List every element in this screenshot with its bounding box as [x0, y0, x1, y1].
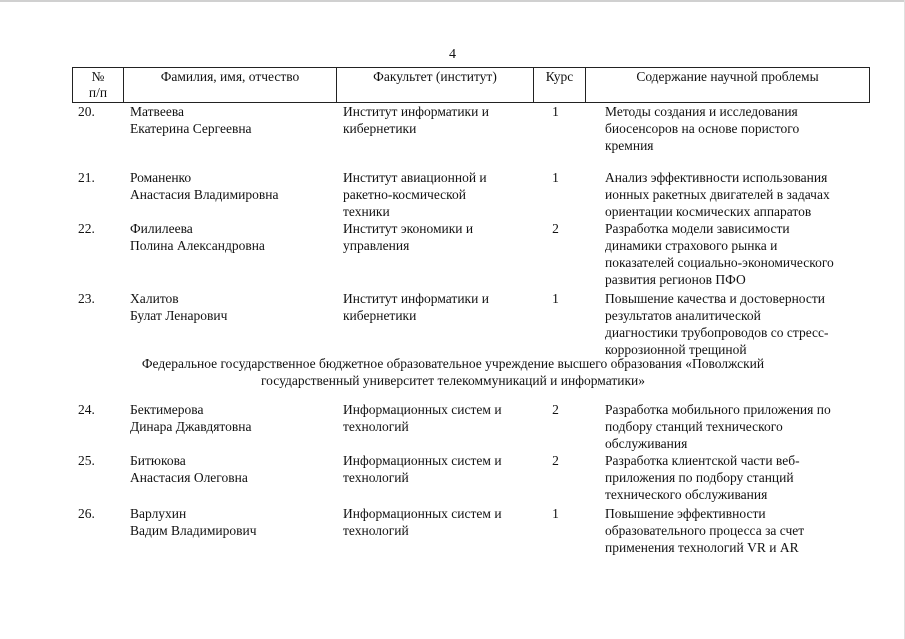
table-body-top [72, 103, 882, 358]
cell-name: Матвеева Екатерина Сергеевна [130, 104, 252, 136]
cell-name: Халитов Булат Ленарович [130, 291, 228, 323]
cell-num: 23. [78, 291, 95, 306]
cell-course: 1 [552, 104, 559, 119]
cell-name: Варлухин Вадим Владимирович [130, 506, 257, 538]
organization-title [72, 355, 834, 389]
cell-problem: Повышение эффективности образовательного процесса за счет применения технологий VR и AR [605, 506, 805, 555]
cell-num: 24. [78, 402, 95, 417]
cell-course: 1 [552, 170, 559, 185]
cell-num: 26. [78, 506, 95, 521]
cell-course: 1 [552, 291, 559, 306]
header-faculty: Факультет (институт) [337, 68, 534, 103]
cell-faculty: Институт информатики и кибернетики [343, 104, 489, 136]
table-row [72, 452, 882, 505]
students-table-top [72, 67, 834, 358]
cell-num: 20. [78, 104, 95, 119]
table-header [72, 67, 870, 103]
cell-problem: Разработка мобильного приложения по подбору станций технического обслуживания [605, 402, 831, 451]
cell-faculty: Информационных систем и технологий [343, 402, 502, 434]
cell-problem: Повышение качества и достоверности результатов аналитической диагностики трубопроводов со стресс- коррозионной трещиной [605, 291, 829, 357]
cell-course: 1 [552, 506, 559, 521]
cell-faculty: Институт информатики и кибернетики [343, 291, 489, 323]
table-row [72, 169, 882, 220]
cell-name: Филилеева Полина Александровна [130, 221, 265, 253]
cell-problem: Разработка модели зависимости динамики страхового рынка и показателей социально-экономического развития регионов ПФО [605, 221, 834, 287]
cell-problem: Разработка клиентской части веб- приложения по подбору станций технического обслуживания [605, 453, 800, 502]
table-row [72, 220, 882, 290]
table-row [72, 103, 882, 169]
table-row [72, 505, 882, 557]
table-body-bottom [72, 401, 882, 557]
cell-name: Бектимерова Динара Джавдятовна [130, 402, 252, 434]
cell-course: 2 [552, 453, 559, 468]
cell-course: 2 [552, 221, 559, 236]
scan-top-edge [0, 0, 905, 2]
page-number: 4 [449, 47, 456, 62]
cell-num: 22. [78, 221, 95, 236]
cell-faculty: Институт экономики и управления [343, 221, 474, 253]
header-name: Фамилия, имя, отчество [124, 68, 337, 103]
cell-course: 2 [552, 402, 559, 417]
header-problem: Содержание научной проблемы [586, 68, 870, 103]
students-table-bottom [72, 401, 834, 557]
header-num-text: № п/п [88, 69, 108, 100]
table-header-row [73, 68, 870, 103]
table-row [72, 401, 882, 452]
cell-problem: Методы создания и исследования биосенсоров на основе пористого кремния [605, 104, 800, 153]
cell-num: 21. [78, 170, 95, 185]
organization-title-text: Федеральное государственное бюджетное образовательное учреждение высшего образования «Поволжский государственный университет телекоммуникаций и информатики» [141, 356, 765, 388]
table-row [72, 290, 882, 358]
cell-num: 25. [78, 453, 95, 468]
cell-faculty: Информационных систем и технологий [343, 453, 502, 485]
cell-name: Битюкова Анастасия Олеговна [130, 453, 248, 485]
header-num [73, 68, 124, 103]
cell-problem: Анализ эффективности использования ионных ракетных двигателей в задачах ориентации космических аппаратов [605, 170, 830, 219]
cell-name: Романенко Анастасия Владимировна [130, 170, 279, 202]
cell-faculty: Информационных систем и технологий [343, 506, 502, 538]
cell-faculty: Институт авиационной и ракетно-космической техники [343, 170, 487, 219]
header-course: Курс [534, 68, 586, 103]
